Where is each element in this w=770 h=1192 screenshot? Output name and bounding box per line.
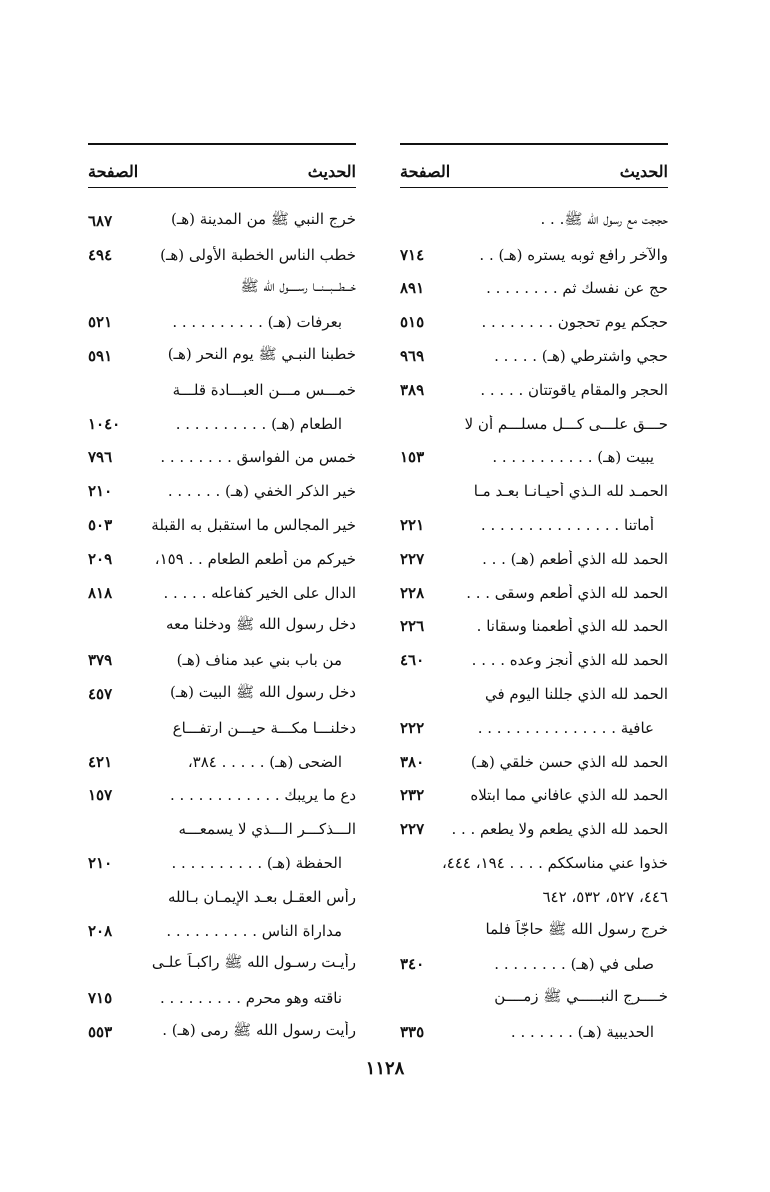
entry-text: خطب الناس الخطبة الأولى (هـ) [160,245,356,264]
entry-text: يبيت (هـ) . . . . . . . . . . . [492,448,654,467]
index-entry [400,373,668,407]
index-entry [88,948,356,982]
entry-text: رأيـت رسـول الله ﷺ راكبـاً علـى [151,953,356,972]
index-entry [88,1015,356,1049]
index-entry [400,643,668,677]
entry-text: الـــذكـــر الـــذي لا يسمعـــه [178,820,356,839]
entry-page-number: ٣٨٠ [400,752,425,771]
entry-text: حجي واشترطي (هـ) . . . . . [494,347,668,366]
entry-text: دع ما يريبك . . . . . . . . . . . . [170,786,356,805]
index-entry [88,643,356,677]
entry-text: خذوا عني مناسككم . . . . ١٩٤، ٤٤٤، [441,854,668,873]
entry-page-number: ٥١٥ [400,313,425,332]
entry-text: الحمد لله الذي يطعم ولا يطعم . . . [451,820,668,839]
entry-page-number: ٢١٠ [88,854,113,873]
entry-text: أماتنا . . . . . . . . . . . . . . . [480,516,654,535]
entry-page-number: ٤٦٠ [400,651,425,670]
entry-page-number: ٢٢٦ [400,617,425,636]
entry-text: الحجر والمقام ياقوتتان . . . . . [480,380,668,399]
entry-text: خمـــس مـــن العبـــادة قلـــة [172,380,356,399]
entry-text: خيركم من أطعم الطعام . . ١٥٩، [154,549,356,568]
entry-page-number: ٢٢٢ [400,718,425,737]
entry-text: خمس من الفواسق . . . . . . . . [160,448,356,467]
index-entry [88,339,356,373]
entry-page-number: ٧١٥ [88,989,113,1008]
index-entry [88,576,356,610]
index-entry [88,914,356,948]
entry-text: خير الذكر الخفي (هـ) . . . . . . [167,482,356,501]
entry-page-number: ٥٠٣ [88,516,113,535]
entry-text: ٤٤٦، ٥٢٧، ٥٣٢، ٦٤٢ [542,887,668,906]
index-entry [400,339,668,373]
page-number: ١١٢٨ [365,1058,405,1079]
index-column-right [400,143,668,1049]
entry-text: رأيت رسول الله ﷺ رمى (هـ) . [162,1021,356,1040]
entry-text: الضحى (هـ) . . . . . ٣٨٤، [187,752,342,771]
index-entry [88,407,356,441]
entry-text: خرج النبي ﷺ من المدينة (هـ) [171,209,356,228]
entry-text: صلى في (هـ) . . . . . . . . [494,955,654,974]
entry-text: عافية . . . . . . . . . . . . . . . [477,718,654,737]
entry-page-number: ٣٣٥ [400,1023,425,1042]
entry-page-number: ٢١٠ [88,482,113,501]
entry-text: الحمد لله الذي أطعم (هـ) . . . [482,549,668,568]
index-entry [88,610,356,644]
index-entry [88,779,356,813]
index-entry [88,373,356,407]
entry-text: دخلنـــا مكـــة حيـــن ارتفـــاع [172,718,356,737]
entry-page-number: ٢٢٨ [400,583,425,602]
entry-page-number: ١٠٤٠ [88,414,121,433]
entry-text: الحمد لله الذي أطعمنا وسقانا . [476,617,668,636]
entry-text: دخل رسول الله ﷺ البيت (هـ) [169,683,356,702]
index-entry [400,914,668,948]
index-entry [400,576,668,610]
entry-page-number: ٣٤٠ [400,955,425,974]
entry-text: خرج رسول الله ﷺ حاجّاً فلما [485,919,668,938]
entry-page-number: ٩٦٩ [400,347,425,366]
entry-page-number: ٢٠٩ [88,549,113,568]
entry-page-number: ٧١٤ [400,245,425,264]
entry-text: حججت مع رسول الله ﷺ. . . [540,209,668,228]
entry-text: الحديبية (هـ) . . . . . . . [510,1023,654,1042]
index-entry [88,305,356,339]
index-entry [400,948,668,982]
entry-text: من باب بني عبد مناف (هـ) [176,651,342,670]
entry-page-number: ٢٠٨ [88,921,113,940]
entry-text: الحمد لله الذي حسن خلقي (هـ) [470,752,668,771]
entry-page-number: ٢٢١ [400,516,425,535]
index-entry [400,238,668,272]
entry-page-number: ٨١٨ [88,583,113,602]
entry-text: خـــطـــبـــنـــا رســـــول الله ﷺ [240,277,356,296]
index-entry [88,474,356,508]
index-entry [400,981,668,1015]
index-entry [400,542,668,576]
index-entry [88,812,356,846]
entry-page-number: ٥٩١ [88,347,113,366]
entry-text: والآخر رافع ثوبه يستره (هـ) . . [479,245,668,264]
entry-text: حجكم يوم تحجون . . . . . . . . [481,313,668,332]
entry-page-number: ٣٨٩ [400,380,425,399]
index-entry [400,305,668,339]
index-entry [88,846,356,880]
entry-page-number: ٤٥٧ [88,685,113,704]
index-entry [400,812,668,846]
entry-text: الحمد لله الذي جللنا اليوم في [484,685,668,704]
index-entry [400,508,668,542]
entry-text: رأس العقـل بعـد الإيمـان بـالله [167,887,356,906]
entry-text: الحمـد لله الـذي أحيـانـا بعـد مـا [473,482,668,501]
index-entry [400,474,668,508]
index-entry [400,745,668,779]
index-entry [88,204,356,238]
index-entry [88,508,356,542]
header-hadith-label: الحديث [307,162,356,181]
entry-text: حج عن نفسك ثم . . . . . . . . [486,279,668,298]
entry-page-number: ٦٨٧ [88,211,113,230]
index-column-left [88,143,356,1049]
index-rows [400,204,668,1049]
index-entry [88,542,356,576]
header-hadith-label: الحديث [619,162,668,181]
index-rows [88,204,356,1049]
entry-text: مداراة الناس . . . . . . . . . . [166,921,342,940]
entry-page-number: ٤٢١ [88,752,113,771]
entry-text: الدال على الخير كفاعله . . . . . [163,583,356,602]
entry-text: دخل رسول الله ﷺ ودخلنا معه [165,615,356,634]
index-entry [400,1015,668,1049]
entry-page-number: ٣٧٩ [88,651,113,670]
header-page-label: الصفحة [400,162,451,181]
index-entry [400,677,668,711]
entry-page-number: ٢٢٧ [400,820,425,839]
entry-page-number: ٥٥٣ [88,1023,113,1042]
index-entry [400,272,668,306]
entry-text: الحمد لله الذي عافاني مما ابتلاه [470,786,668,805]
index-entry [88,272,356,306]
entry-text: خــــرج النبـــــي ﷺ زمــــن [494,987,668,1006]
entry-text: الحفظة (هـ) . . . . . . . . . . [171,854,342,873]
index-entry [88,981,356,1015]
entry-text: حـــق علـــى كـــل مسلـــم أن لا [464,414,668,433]
index-entry [88,711,356,745]
index-entry [400,441,668,475]
column-header [400,145,668,188]
entry-page-number: ١٥٧ [88,786,113,805]
entry-text: ناقته وهو محرم . . . . . . . . . [159,989,342,1008]
index-entry [400,610,668,644]
entry-page-number: ٢٢٧ [400,549,425,568]
index-entry [88,745,356,779]
column-header [88,145,356,188]
entry-page-number: ٢٣٢ [400,786,425,805]
entry-page-number: ٨٩١ [400,279,425,298]
entry-text: بعرفات (هـ) . . . . . . . . . . [172,313,342,332]
index-entry [400,407,668,441]
index-entry [400,711,668,745]
entry-text: خير المجالس ما استقبل به القبلة [151,516,356,535]
entry-text: الحمد لله الذي أنجز وعده . . . . [471,651,668,670]
index-entry [400,880,668,914]
index-entry [400,204,668,238]
index-entry [400,779,668,813]
index-entry [400,846,668,880]
index-entry [88,238,356,272]
entry-page-number: ٥٢١ [88,313,113,332]
entry-text: الحمد لله الذي أطعم وسقى . . . [466,583,668,602]
entry-text: خطبنا النبـي ﷺ يوم النحر (هـ) [167,345,356,364]
entry-page-number: ٧٩٦ [88,448,113,467]
index-entry [88,441,356,475]
index-entry [88,677,356,711]
entry-page-number: ٤٩٤ [88,245,113,264]
header-page-label: الصفحة [88,162,139,181]
entry-page-number: ١٥٣ [400,448,425,467]
index-entry [88,880,356,914]
entry-text: الطعام (هـ) . . . . . . . . . . [175,414,342,433]
